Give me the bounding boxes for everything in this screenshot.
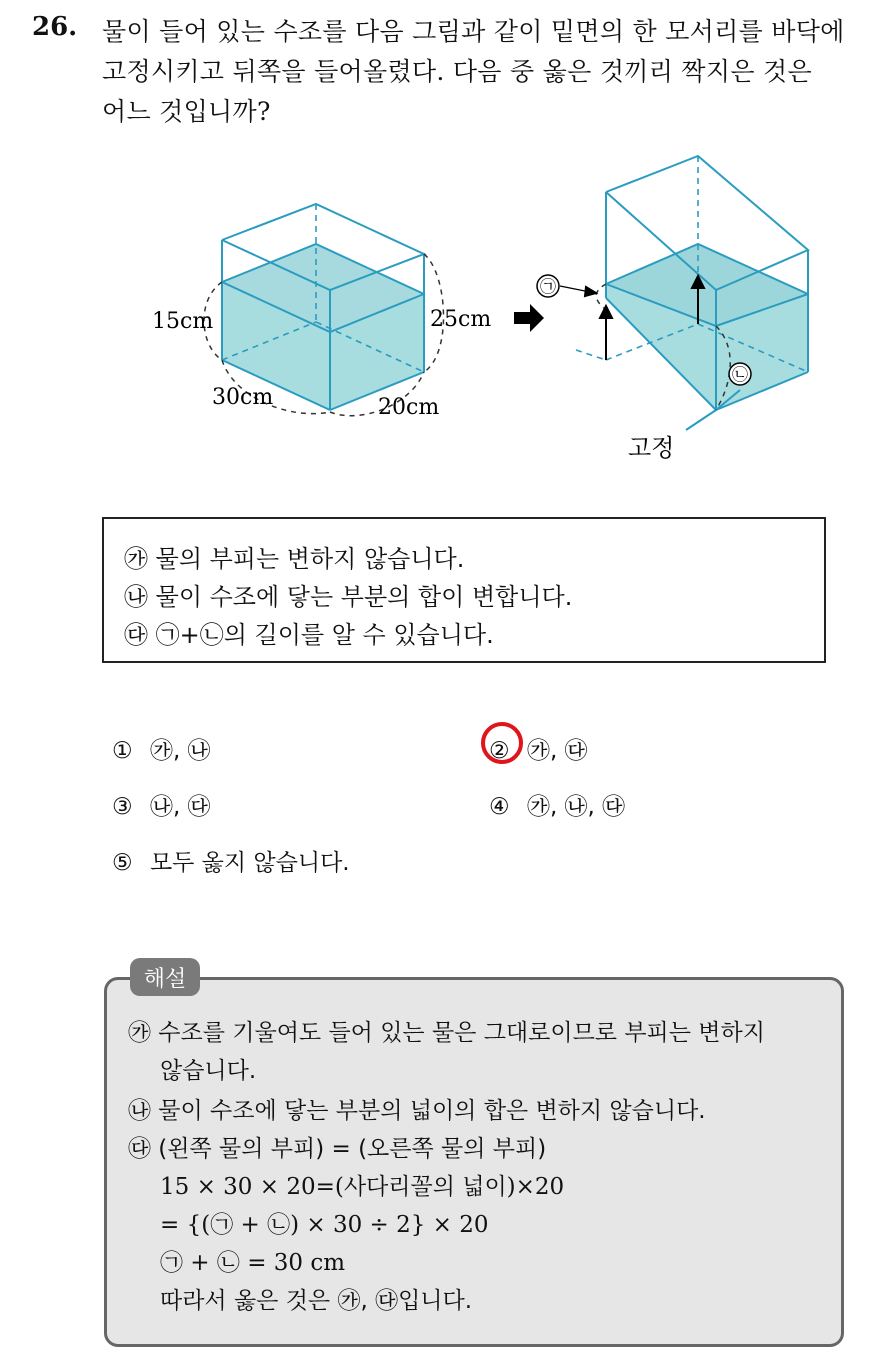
left-tank xyxy=(152,204,491,420)
solution-line-1: ㉮ 수조를 기울여도 들어 있는 물은 그대로이므로 부피는 변하지 xyxy=(128,1020,765,1046)
option-2-text: ㉮, ㉰ xyxy=(526,738,588,764)
solution-line-5: 15 × 30 × 20=(사다리꼴의 넓이)×20 xyxy=(160,1174,565,1200)
label-15cm: 15cm xyxy=(152,309,214,334)
option-5-marker: ⑤ xyxy=(112,850,133,876)
option-4-text: ㉮, ㉯, ㉰ xyxy=(526,794,626,820)
fixed-label: 고정 xyxy=(628,434,675,462)
solution-line-8: 따라서 옳은 것은 ㉮, ㉰입니다. xyxy=(160,1288,473,1314)
statement-a: ㉮ 물의 부피는 변하지 않습니다. xyxy=(124,545,465,573)
right-tank xyxy=(537,156,808,462)
question-line-1: 물이 들어 있는 수조를 다음 그림과 같이 밑면의 한 모서리를 바닥에 xyxy=(102,17,845,46)
option-3[interactable] xyxy=(112,788,211,821)
option-4[interactable] xyxy=(489,788,625,821)
option-1[interactable] xyxy=(112,732,211,765)
label-30cm: 30cm xyxy=(212,385,274,410)
statement-b: ㉯ 물이 수조에 닿는 부분의 합이 변합니다. xyxy=(124,583,573,611)
solution-line-3: ㉯ 물이 수조에 닿는 부분의 넓이의 합은 변하지 않습니다. xyxy=(128,1098,706,1124)
solution-line-2: 않습니다. xyxy=(160,1058,257,1084)
tank-figure xyxy=(0,150,884,470)
solution-line-7: ㉠ + ㉡ = 30 cm xyxy=(160,1250,346,1276)
statements-box xyxy=(102,517,826,663)
question-line-3: 어느 것입니까? xyxy=(102,97,271,126)
option-2[interactable] xyxy=(489,732,588,765)
solution-tag: 해설 xyxy=(130,958,200,996)
label-20cm: 20cm xyxy=(378,395,440,420)
solution-line-6: = {(㉠ + ㉡) × 30 ÷ 2} × 20 xyxy=(160,1212,489,1238)
option-5-text: 모두 옳지 않습니다. xyxy=(149,850,350,876)
option-1-text: ㉮, ㉯ xyxy=(149,738,211,764)
statement-c: ㉰ ㉠+㉡의 길이를 알 수 있습니다. xyxy=(124,621,494,649)
option-4-marker: ④ xyxy=(489,794,510,820)
right-arrow-icon xyxy=(514,304,544,332)
option-5[interactable] xyxy=(112,844,350,877)
option-3-text: ㉯, ㉰ xyxy=(149,794,211,820)
option-2-marker: ② xyxy=(489,738,510,764)
mark-a-label: ㉠ xyxy=(539,277,557,296)
mark-b-label: ㉡ xyxy=(731,365,749,384)
solution-line-4: ㉰ (왼쪽 물의 부피) = (오른쪽 물의 부피) xyxy=(128,1136,547,1162)
label-25cm: 25cm xyxy=(430,307,492,332)
option-1-marker: ① xyxy=(112,738,133,764)
question-line-2: 고정시키고 뒤쪽을 들어올렸다. 다음 중 옳은 것끼리 짝지은 것은 xyxy=(102,57,812,86)
question-number: 26. xyxy=(32,12,78,42)
option-3-marker: ③ xyxy=(112,794,133,820)
